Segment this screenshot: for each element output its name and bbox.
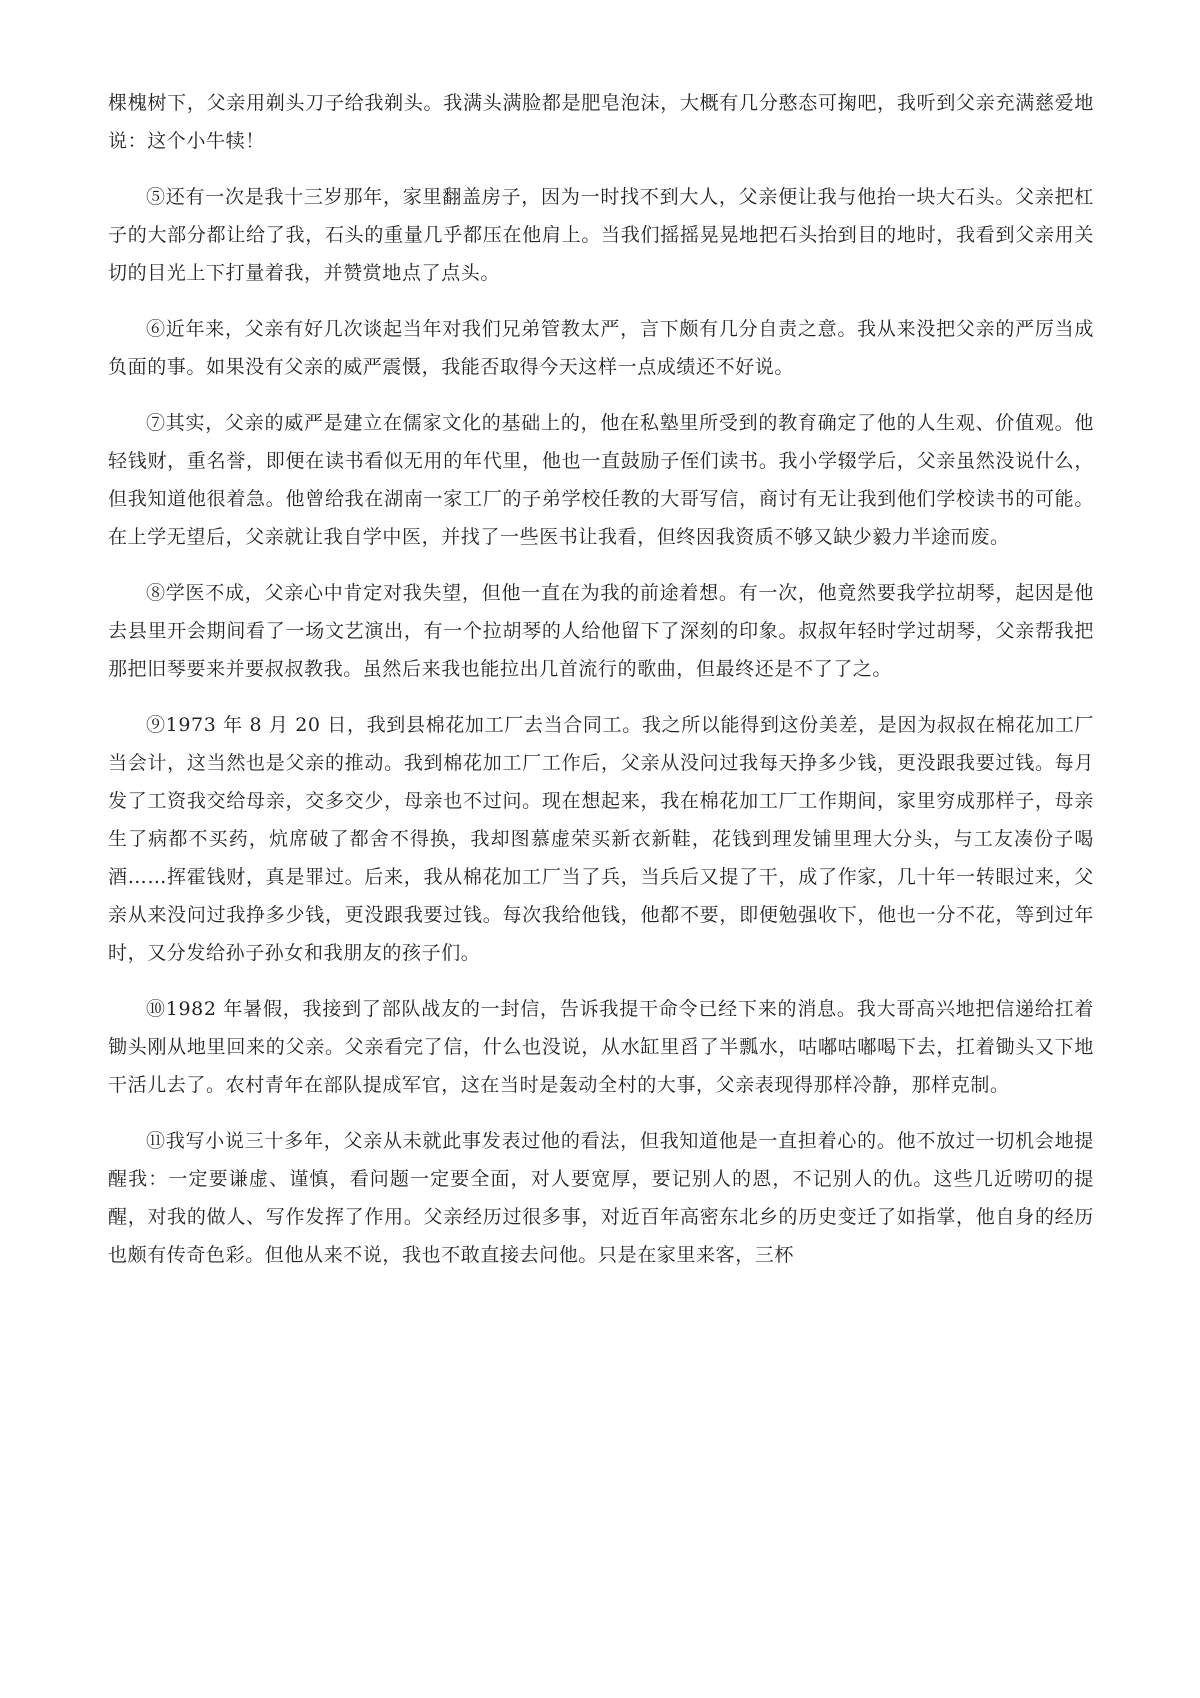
paragraph-7: ⑦其实，父亲的威严是建立在儒家文化的基础上的，他在私塾里所受到的教育确定了他的人生观、价值观。他轻钱财，重名誉，即便在读书看似无用的年代里，他也一直鼓励子侄们读书。我小学辍学后，父亲虽然没说什么，但我知道他很着急。他曾给我在湖南一家工厂的子弟学校任教的大哥写信，商讨有无让我到他们学校读书的可能。在上学无望后，父亲就让我自学中医，并找了一些医书让我看，但终因我资质不够又缺少毅力半途而废。: [108, 412, 1094, 548]
paragraph-11: ⑪我写小说三十多年，父亲从未就此事发表过他的看法，但我知道他是一直担着心的。他不放过一切机会地提醒我：一定要谦虚、谨慎，看问题一定要全面，对人要宽厚，要记别人的恩，不记别人的仇。这些几近唠叨的提醒，对我的做人、写作发挥了作用。父亲经历过很多事，对近百年高密东北乡的历史变迁了如指掌，他自身的经历也颇有传奇色彩。但他从来不说，我也不敢直接去问他。只是在家里来客，三杯: [108, 1130, 1094, 1266]
paragraph-9: ⑨1973 年 8 月 20 日，我到县棉花加工厂去当合同工。我之所以能得到这份美差，是因为叔叔在棉花加工厂当会计，这当然也是父亲的推动。我到棉花加工厂工作后，父亲从没问过我每天挣多少钱，更没跟我要过钱。每月发了工资我交给母亲，交多交少，母亲也不过问。现在想起来，我在棉花加工厂工作期间，家里穷成那样子，母亲生了病都不买药，炕席破了都舍不得换，我却图慕虚荣买新衣新鞋，花钱到理发铺里理大分头，与工友凑份子喝酒……挥霍钱财，真是罪过。后来，我从棉花加工厂当了兵，当兵后又提了干，成了作家，几十年一转眼过来，父亲从来没问过我挣多少钱，更没跟我要过钱。每次我给他钱，他都不要，即便勉强收下，他也一分不花，等到过年时，又分发给孙子孙女和我朋友的孩子们。: [108, 714, 1094, 964]
article-body: [108, 84, 1094, 1292]
paragraph-5: ⑤还有一次是我十三岁那年，家里翻盖房子，因为一时找不到大人，父亲便让我与他抬一块大石头。父亲把杠子的大部分都让给了我，石头的重量几乎都压在他肩上。当我们摇摇晃晃地把石头抬到目的地时，我看到父亲用关切的目光上下打量着我，并赞赏地点了点头。: [108, 186, 1094, 284]
paragraph-10: ⑩1982 年暑假，我接到了部队战友的一封信，告诉我提干命令已经下来的消息。我大哥高兴地把信递给扛着锄头刚从地里回来的父亲。父亲看完了信，什么也没说，从水缸里舀了半瓢水，咕嘟咕嘟喝下去，扛着锄头又下地干活儿去了。农村青年在部队提成军官，这在当时是轰动全村的大事，父亲表现得那样冷静，那样克制。: [108, 998, 1094, 1096]
paragraph-8: ⑧学医不成，父亲心中肯定对我失望，但他一直在为我的前途着想。有一次，他竟然要我学拉胡琴，起因是他去县里开会期间看了一场文艺演出，有一个拉胡琴的人给他留下了深刻的印象。叔叔年轻时学过胡琴，父亲帮我把那把旧琴要来并要叔叔教我。虽然后来我也能拉出几首流行的歌曲，但最终还是不了了之。: [108, 582, 1094, 680]
paragraph-6: ⑥近年来，父亲有好几次谈起当年对我们兄弟管教太严，言下颇有几分自责之意。我从来没把父亲的严厉当成负面的事。如果没有父亲的威严震慑，我能否取得今天这样一点成绩还不好说。: [108, 318, 1094, 378]
paragraph-continuation: 棵槐树下，父亲用剃头刀子给我剃头。我满头满脸都是肥皂泡沫，大概有几分憨态可掬吧，我听到父亲充满慈爱地说：这个小牛犊！: [108, 92, 1094, 152]
